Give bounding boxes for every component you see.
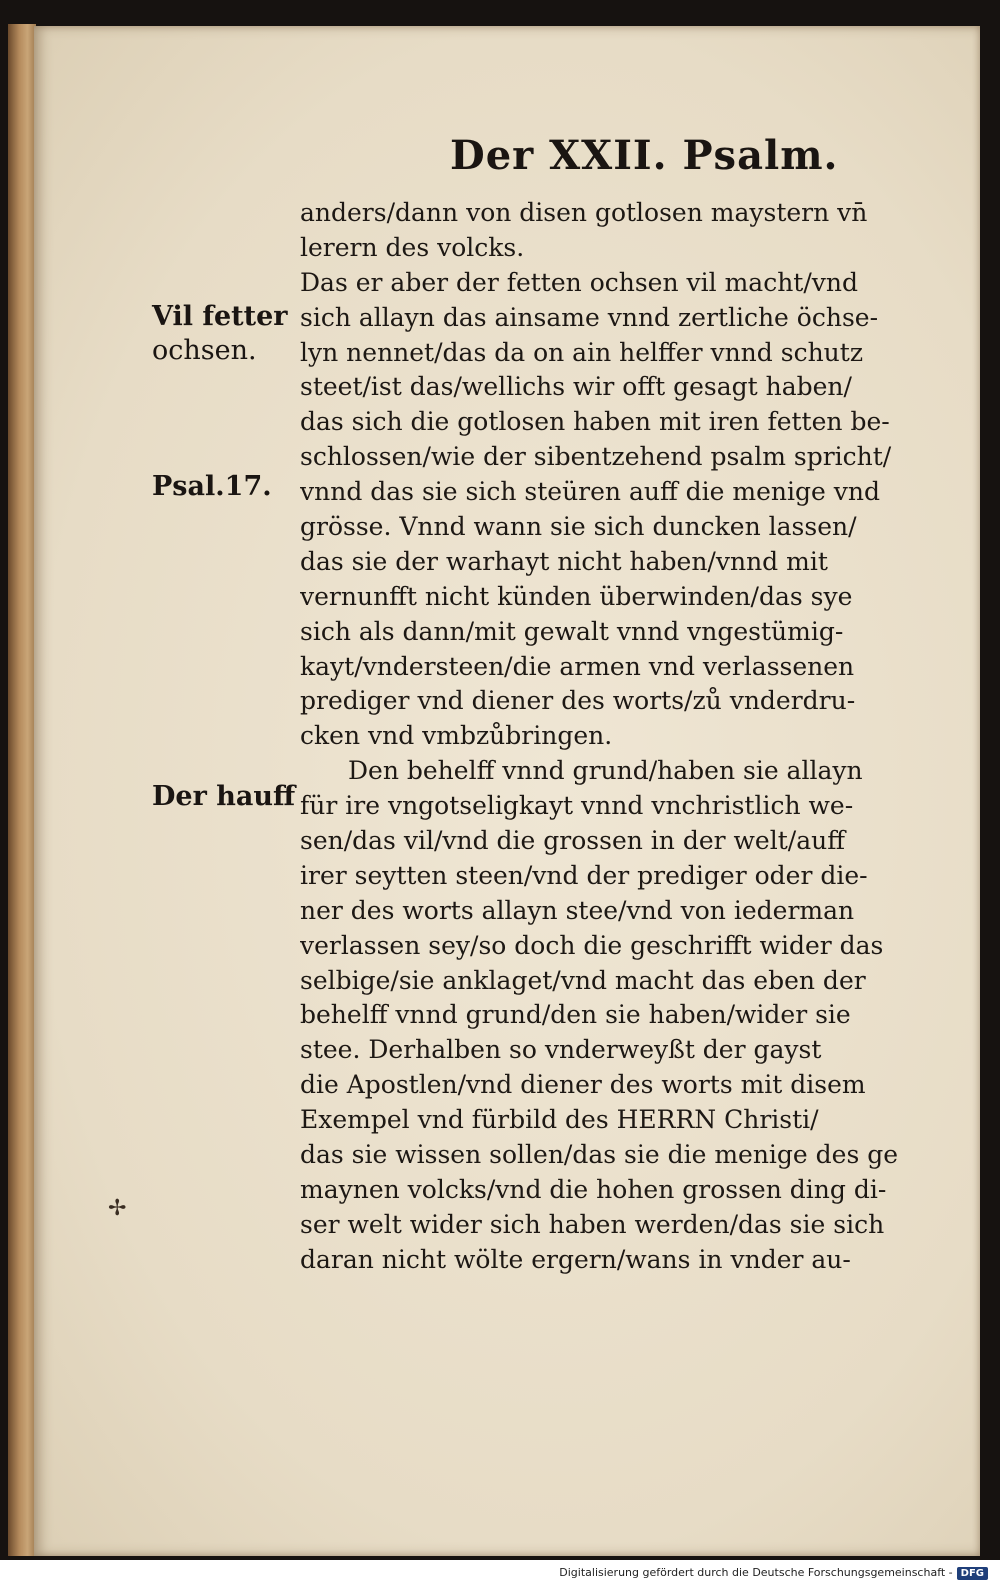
text-line: Exempel vnd fürbild des HERRN Christi/ [300, 1105, 819, 1135]
text-line: ser welt wider sich haben werden/das sie sich [300, 1209, 885, 1239]
text-line: stee. Derhalben so vnderweyßt der gayst [300, 1035, 822, 1065]
dfg-logo: DFG [957, 1567, 988, 1580]
text-line: steet/ist das/wellichs wir offt gesagt haben/ [300, 372, 852, 402]
margin-note-der-hauff: Der hauff [152, 781, 296, 812]
body-text [300, 196, 970, 1278]
margin-note-line: Vil fetter [152, 301, 288, 332]
margin-note-psalm-ref: Psal.17. [152, 471, 272, 502]
text-line: Das er aber der fetten ochsen vil macht/vnd [300, 267, 858, 297]
text-line: lerern des volcks. [300, 232, 525, 262]
ink-mark: ✢ [108, 1196, 127, 1221]
footer-credit [559, 1566, 988, 1580]
text-line: verlassen sey/so doch die geschrifft wider das [300, 930, 884, 960]
text-line: maynen volcks/vnd die hohen grossen ding di- [300, 1174, 887, 1204]
text-line: cken vnd vmbzůbringen. [300, 721, 613, 751]
text-line: ner des worts allayn stee/vnd von iederman [300, 895, 855, 925]
text-line: für ire vngotseligkayt vnnd vnchristlich we- [300, 791, 854, 821]
text-line: vnnd das sie sich steüren auff die menige vnd [300, 477, 880, 507]
text-line: das sich die gotlosen haben mit iren fetten be- [300, 407, 890, 437]
text-line: die Apostlen/vnd diener des worts mit disem [300, 1070, 866, 1100]
margin-note-line: ochsen. [152, 335, 257, 366]
text-line: sich allayn das ainsame vnnd zertliche öchse- [300, 302, 879, 332]
text-line: anders/dann von disen gotlosen maystern vn̄ [300, 198, 868, 227]
text-line: behelff vnnd grund/den sie haben/wider sie [300, 1000, 851, 1030]
text-line: sich als dann/mit gewalt vnnd vngestümig- [300, 616, 844, 646]
book-spine-edge [8, 24, 36, 1556]
text-line: sen/das vil/vnd die grossen in der welt/auff [300, 826, 845, 856]
text-line: irer seytten steen/vnd der prediger oder die- [300, 860, 868, 890]
text-line: das sie wissen sollen/das sie die menige des ge [300, 1140, 899, 1170]
text-line: lyn nennet/das da on ain helffer vnnd schutz [300, 337, 863, 367]
text-line: prediger vnd diener des worts/zů vnderdru- [300, 686, 856, 716]
text-line: daran nicht wölte ergern/wans in vnder au- [300, 1244, 851, 1274]
footer-text: Digitalisierung gefördert durch die Deutsche Forschungsgemeinschaft - [559, 1566, 953, 1579]
text-line: grösse. Vnnd wann sie sich duncken lassen/ [300, 512, 857, 542]
text-line: selbige/sie anklaget/vnd macht das eben der [300, 965, 866, 995]
text-line: schlossen/wie der sibentzehend psalm spricht/ [300, 442, 892, 472]
text-line: vernunfft nicht künden überwinden/das sye [300, 581, 853, 611]
margin-note-fetter-ochsen [152, 300, 302, 368]
text-line: Den behelff vnnd grund/haben sie allayn [348, 756, 863, 786]
text-line: das sie der warhayt nicht haben/vnnd mit [300, 546, 828, 576]
running-head: Der XXII. Psalm. [450, 132, 839, 179]
text-line: kayt/vndersteen/die armen vnd verlassenen [300, 651, 855, 681]
